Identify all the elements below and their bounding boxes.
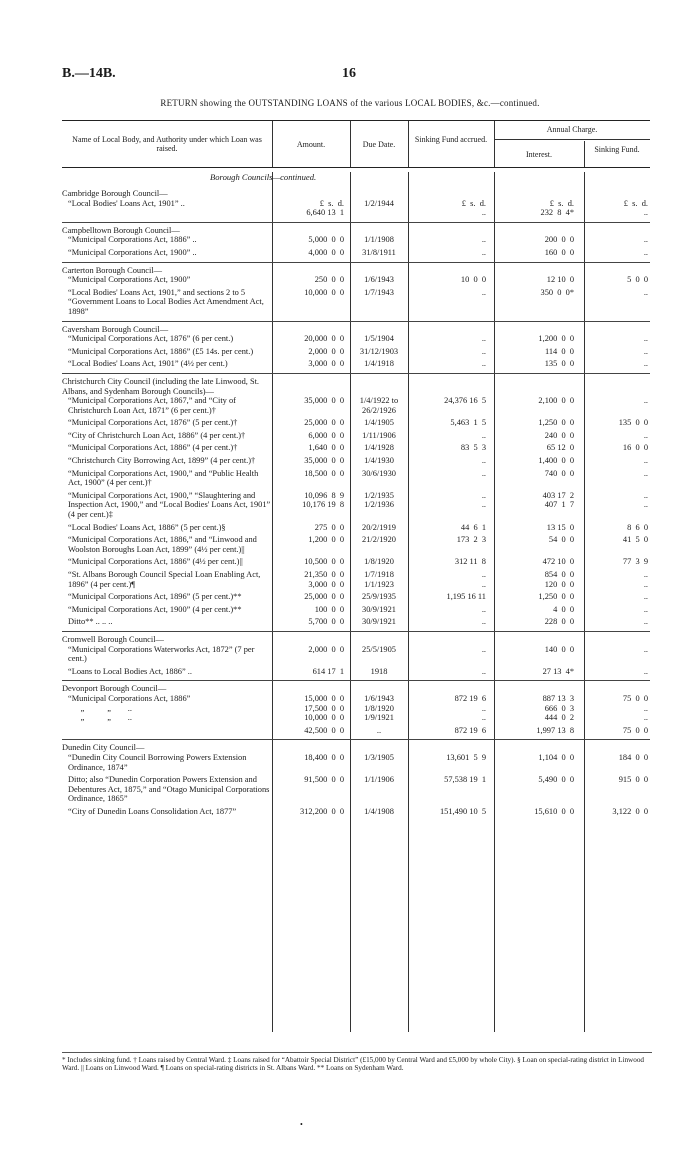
- loan-amount: 1,200 0 0: [308, 535, 344, 545]
- sinking-fund-accrued: ..: [481, 287, 486, 297]
- loan-amount: 18,400 0 0: [304, 752, 344, 762]
- annual-interest: 15,610 0 0: [534, 806, 574, 816]
- loan-authority: “City of Dunedin Loans Consolidation Act, 1877”: [68, 806, 237, 816]
- col-interest-header: Interest.: [526, 150, 552, 159]
- sinking-fund-accrued: ..: [481, 430, 486, 440]
- annual-interest: 1,250 0 0: [538, 418, 574, 428]
- loan-amount: 312,200 0 0: [300, 806, 344, 816]
- table-row: [62, 275, 650, 285]
- due-date: 30/6/1930: [362, 468, 396, 478]
- annual-sinking-fund: ..: [643, 644, 648, 654]
- due-date: 1/4/1905: [364, 418, 394, 428]
- annual-interest: 65 12 0: [546, 443, 574, 453]
- page-mark: •: [300, 1120, 303, 1129]
- local-body-name: Caversham Borough Council—: [62, 324, 169, 334]
- loan-amount: 15,000 0 0 17,500 0 0 10,000 0 0: [304, 693, 344, 723]
- annual-interest: 472 10 0: [542, 557, 574, 567]
- sinking-fund-accrued: 57,538 19 1: [444, 775, 486, 785]
- annual-sinking-fund: 915 0 0: [618, 775, 648, 785]
- loan-amount: 2,000 0 0: [308, 346, 344, 356]
- loan-amount: 3,000 0 0: [308, 359, 344, 369]
- table-row: [62, 753, 650, 772]
- due-date: 1/3/1905: [364, 752, 394, 762]
- due-date: 25/9/1935: [362, 592, 396, 602]
- loan-amount: £ s. d. 6,640 13 1: [306, 198, 344, 218]
- local-body-name: Christchurch City Council (including the late Linwood, St. Albans, and Sydenham Borough Councils)—: [62, 376, 260, 396]
- table-row: [62, 592, 650, 602]
- table-row: [62, 396, 650, 415]
- loan-amount: 614 17 1: [312, 666, 344, 676]
- due-date: 1/6/1943 1/8/1920 1/9/1921: [364, 693, 394, 723]
- annual-interest: 887 13 3 666 0 3 444 0 2: [542, 693, 574, 723]
- divider: [584, 141, 585, 167]
- col-amount-header: Amount.: [296, 140, 326, 149]
- sinking-fund-accrued: ..: [481, 666, 486, 676]
- loan-authority: Ditto; also “Dunedin Corporation Powers Extension and Debentures Act, 1875,” and “Otago Municipal Corporations Ordinance, 1865”: [68, 775, 272, 804]
- local-body-name: Dunedin City Council—: [62, 743, 145, 753]
- due-date: 1/4/1908: [364, 806, 394, 816]
- sinking-fund-accrued: £ s. d. ..: [461, 198, 486, 218]
- sinking-fund-accrued: ..: [481, 359, 486, 369]
- loan-authority: “Municipal Corporations Act, 1900,” and “Public Health Act, 1900” (4 per cent.)†: [68, 468, 260, 488]
- table-title: RETURN showing the OUTSTANDING LOANS of the various LOCAL BODIES, &c.—continued.: [160, 98, 540, 108]
- loan-authority: Ditto** .. .. ..: [68, 617, 113, 627]
- divider: [272, 121, 273, 167]
- loan-authority: “Municipal Corporations Act, 1886” (£5 14s. per cent.): [68, 346, 254, 356]
- sinking-fund-accrued: ..: [481, 617, 486, 627]
- page-number: 16: [342, 66, 356, 81]
- annual-sinking-fund: ..: [643, 334, 648, 344]
- sinking-fund-accrued: ..: [481, 247, 486, 257]
- annual-interest: 12 10 0: [546, 275, 574, 285]
- divider: [494, 139, 650, 140]
- annual-interest: 140 0 0: [544, 644, 574, 654]
- table-row: [62, 288, 650, 317]
- sinking-fund-accrued: 5,463 1 5: [450, 418, 486, 428]
- due-date: 1/2/1944: [364, 198, 394, 208]
- loan-authority: “St. Albans Borough Council Special Loan Enabling Act, 1896” (4 per cent.)¶: [68, 570, 263, 589]
- loan-amount: 21,350 0 0 3,000 0 0: [304, 570, 344, 589]
- loan-amount: 10,500 0 0: [304, 557, 344, 567]
- loan-amount: 5,000 0 0: [308, 235, 344, 245]
- sinking-fund-accrued: .. ..: [481, 570, 486, 589]
- loan-amount: 10,000 0 0: [304, 287, 344, 297]
- annual-sinking-fund: ..: [643, 346, 648, 356]
- sinking-fund-accrued: 312 11 8: [454, 557, 486, 567]
- loan-authority: “Municipal Corporations Act, 1900”: [68, 275, 191, 285]
- table-row: [62, 557, 650, 567]
- loan-authority: “Christchurch City Borrowing Act, 1899” (4 per cent.)†: [68, 456, 256, 466]
- due-date: 1/4/1930: [364, 456, 394, 466]
- table-row: [62, 570, 650, 589]
- annual-sinking-fund: £ s. d. ..: [623, 198, 648, 218]
- annual-interest: 4 0 0: [553, 604, 574, 614]
- col-due-header: Due Date.: [362, 140, 396, 149]
- annual-interest: 160 0 0: [544, 247, 574, 257]
- annual-interest: 740 0 0: [544, 468, 574, 478]
- local-body-name: Cromwell Borough Council—: [62, 634, 164, 644]
- annual-sinking-fund: ..: [643, 604, 648, 614]
- loan-authority: “City of Christchurch Loan Act, 1886” (4 per cent.)†: [68, 430, 246, 440]
- sinking-fund-accrued: ..: [481, 468, 486, 478]
- loan-authority: “Dunedin City Council Borrowing Powers Extension Ordinance, 1874”: [68, 752, 249, 772]
- sinking-fund-accrued: ..: [481, 604, 486, 614]
- annual-sinking-fund: ..: [643, 456, 648, 466]
- annual-interest: 54 0 0: [548, 535, 574, 545]
- local-body-group: [62, 632, 650, 681]
- table-row: [62, 491, 650, 520]
- annual-sinking-fund: 3,122 0 0: [612, 806, 648, 816]
- loan-authority: “Local Bodies' Loans Act, 1901” (4½ per cent.): [68, 359, 228, 369]
- col-annual-header: Annual Charge.: [546, 125, 598, 134]
- annual-interest: 2,100 0 0: [538, 396, 574, 406]
- table-row: [62, 775, 650, 804]
- table-row: [62, 645, 650, 664]
- loan-amount: 5,700 0 0: [308, 617, 344, 627]
- loan-authority: “Municipal Corporations Act, 1867,” and “City of Christchurch Loan Act, 1871” (6 per cent.)†: [68, 396, 239, 415]
- annual-sinking-fund: ..: [643, 396, 648, 406]
- due-date: 1/8/1920: [364, 557, 394, 567]
- due-date: 1/4/1922 to 26/2/1926: [359, 396, 399, 415]
- annual-interest: 114 0 0: [544, 346, 574, 356]
- annual-sinking-fund: ..: [643, 359, 648, 369]
- sinking-fund-accrued: ..: [481, 456, 486, 466]
- due-date: 20/2/1919: [362, 522, 396, 532]
- annual-interest: 1,200 0 0: [538, 334, 574, 344]
- sinking-fund-accrued: 872 19 6 .. ..: [454, 693, 486, 723]
- due-date: 1/5/1904: [364, 334, 394, 344]
- annual-interest: 200 0 0: [544, 235, 574, 245]
- annual-sinking-fund: ..: [643, 247, 648, 257]
- local-body-group: [62, 322, 650, 374]
- local-body-group: [62, 263, 650, 322]
- annual-sinking-fund: ..: [643, 430, 648, 440]
- table-row: [62, 235, 650, 245]
- loan-authority: “Municipal Corporations Act, 1886” ..: [68, 235, 197, 245]
- due-date: 1/1/1906: [364, 775, 394, 785]
- annual-interest: 1,400 0 0: [538, 456, 574, 466]
- due-date: 21/2/1920: [362, 535, 396, 545]
- loan-authority: “Municipal Corporations Waterworks Act, 1872” (7 per cent.): [68, 644, 257, 664]
- sinking-fund-accrued: 24,376 16 5: [444, 396, 486, 406]
- divider: [408, 121, 409, 167]
- loan-authority: “Municipal Corporations Act, 1896” (5 per cent.)**: [68, 592, 242, 602]
- annual-sinking-fund: .. ..: [643, 490, 648, 510]
- loan-amount: 250 0 0: [314, 275, 344, 285]
- loan-amount: 91,500 0 0: [304, 775, 344, 785]
- footnotes: * Includes sinking fund. † Loans raised by Central Ward. ‡ Loans raised for “Abattoir Special District” (£15,000 by Central Ward and £5,000 by whole City). § Loan on special-rating district in Linwood Ward. || Loans on Linwood Ward. ¶ Loans on special-rating districts in St. Albans Ward. ** Loans on Sydenham Ward.: [62, 1052, 652, 1073]
- annual-sinking-fund: 5 0 0: [627, 275, 648, 285]
- local-body-group: [62, 740, 650, 820]
- annual-sinking-fund: 135 0 0: [618, 418, 648, 428]
- local-body-group: [62, 186, 650, 223]
- loan-amount: 100 0 0: [314, 604, 344, 614]
- due-date: 1918: [370, 666, 388, 676]
- annual-sinking-fund: ..: [643, 235, 648, 245]
- annual-sinking-fund: ..: [643, 592, 648, 602]
- table-row: [62, 359, 650, 369]
- loan-amount: 42,500 0 0: [304, 725, 344, 735]
- table-row: [62, 347, 650, 357]
- table-row: [62, 535, 650, 554]
- sinking-fund-accrued: 44 6 1: [460, 522, 486, 532]
- table-row: [62, 418, 650, 428]
- due-date: 31/8/1911: [362, 247, 396, 257]
- local-body-name: Campbelltown Borough Council—: [62, 225, 180, 235]
- table-header: [62, 120, 650, 168]
- annual-sinking-fund: .. ..: [643, 570, 648, 589]
- annual-sinking-fund: ..: [643, 287, 648, 297]
- loan-amount: 275 0 0: [314, 522, 344, 532]
- loan-authority: “Local Bodies' Loans Act, 1901,” and sections 2 to 5 “Government Loans to Local Bodies Act Amendment Act, 1898”: [68, 287, 266, 316]
- local-body-group: [62, 681, 650, 740]
- loan-authority: “Municipal Corporations Act, 1886,” and “Linwood and Woolston Boroughs Loan Act, 1899” (4½ per cent.)||: [68, 535, 259, 554]
- annual-sinking-fund: 41 5 0: [622, 535, 648, 545]
- local-body-group: [62, 223, 650, 263]
- col-name-header: Name of Local Body, and Authority under which Loan was raised.: [72, 135, 262, 153]
- divider: [494, 121, 495, 167]
- annual-sinking-fund: 77 3 9: [622, 557, 648, 567]
- sinking-fund-accrued: 872 19 6: [454, 725, 486, 735]
- col-sinking-header: Sinking Fund accrued.: [414, 135, 488, 144]
- due-date: 1/7/1943: [364, 287, 394, 297]
- table-row: [62, 199, 650, 218]
- local-body-name: Carterton Borough Council—: [62, 265, 163, 275]
- loan-authority: “Municipal Corporations Act, 1886” (4 per cent.)†: [68, 443, 238, 453]
- loan-amount: 2,000 0 0: [308, 644, 344, 654]
- sinking-fund-accrued: ..: [481, 235, 486, 245]
- sinking-fund-accrued: 13,601 5 9: [446, 752, 486, 762]
- table-row: [62, 431, 650, 441]
- loan-authority: “Loans to Local Bodies Act, 1886” ..: [68, 666, 192, 676]
- divider: [350, 121, 351, 167]
- annual-interest: 228 0 0: [544, 617, 574, 627]
- loan-amount: 35,000 0 0: [304, 456, 344, 466]
- loan-authority: “Municipal Corporations Act, 1886” (4½ per cent.)||: [68, 557, 243, 567]
- due-date: 1/11/1906: [362, 430, 396, 440]
- table-row: [62, 469, 650, 488]
- sinking-fund-accrued: 151,490 10 5: [439, 806, 486, 816]
- table-row: [62, 694, 650, 723]
- loan-authority: “Municipal Corporations Act, 1900” ..: [68, 247, 197, 257]
- loan-authority: “Municipal Corporations Act, 1900,” “Slaughtering and Inspection Act, 1900,” and “Local Bodies' Loans Act, 1901” (4 per cent.)‡: [68, 490, 273, 520]
- annual-sinking-fund: ..: [643, 666, 648, 676]
- local-body-group: [62, 374, 650, 632]
- loan-amount: 35,000 0 0: [304, 396, 344, 406]
- table-row: [62, 617, 650, 627]
- local-body-name: Devonport Borough Council—: [62, 684, 167, 694]
- annual-interest: 854 0 0 120 0 0: [544, 570, 574, 589]
- loan-amount: 20,000 0 0: [304, 334, 344, 344]
- loan-authority: “Local Bodies' Loans Act, 1901” ..: [68, 198, 185, 208]
- annual-sinking-fund: ..: [643, 468, 648, 478]
- due-date: 1/4/1928: [364, 443, 394, 453]
- annual-interest: 350 0 0*: [540, 287, 574, 297]
- sinking-fund-accrued: 83 5 3: [460, 443, 486, 453]
- annual-interest: 240 0 0: [544, 430, 574, 440]
- loan-authority: “Municipal Corporations Act, 1876” (6 per cent.): [68, 334, 234, 344]
- annual-sinking-fund: 75 0 0: [622, 725, 648, 735]
- due-date: 25/5/1905: [362, 644, 396, 654]
- due-date: ..: [376, 725, 382, 735]
- loan-authority: “Municipal Corporations Act, 1876” (5 per cent.)†: [68, 418, 238, 428]
- annual-interest: 403 17 2 407 1 7: [542, 490, 574, 510]
- table-row: [62, 443, 650, 453]
- annual-sinking-fund: 184 0 0: [618, 752, 648, 762]
- loan-amount: 4,000 0 0: [308, 247, 344, 257]
- loan-authority: [62, 726, 272, 736]
- local-body-name: Cambridge Borough Council—: [62, 189, 168, 198]
- annual-interest: 1,104 0 0: [538, 752, 574, 762]
- annual-interest: 1,250 0 0: [538, 592, 574, 602]
- due-date: 1/7/1918 1/1/1923: [364, 570, 394, 589]
- annual-interest: 1,997 13 8: [536, 725, 574, 735]
- due-date: 1/2/1935 1/2/1936: [364, 490, 394, 510]
- col-sinkingfund-header: Sinking Fund.: [594, 145, 640, 154]
- loan-amount: 6,000 0 0: [308, 430, 344, 440]
- table-row: [62, 523, 650, 533]
- due-date: 1/4/1918: [364, 359, 394, 369]
- sinking-fund-accrued: 10 0 0: [460, 275, 486, 285]
- section-heading: Borough Councils—continued.: [210, 172, 317, 182]
- annual-interest: 135 0 0: [544, 359, 574, 369]
- sinking-fund-accrued: ..: [481, 334, 486, 344]
- table-row: [62, 667, 650, 677]
- document-reference: B.—14B.: [62, 66, 116, 81]
- table-row: [62, 807, 650, 817]
- loan-amount: 1,640 0 0: [308, 443, 344, 453]
- due-date: 30/9/1921: [362, 617, 396, 627]
- loan-authority: “Municipal Corporations Act, 1900” (4 per cent.)**: [68, 604, 242, 614]
- loan-amount: 25,000 0 0: [304, 418, 344, 428]
- loan-amount: 10,096 8 9 10,176 19 8: [302, 490, 344, 510]
- table-row: [62, 456, 650, 466]
- due-date: 30/9/1921: [362, 604, 396, 614]
- sinking-fund-accrued: ..: [481, 346, 486, 356]
- table-row: [62, 248, 650, 258]
- annual-sinking-fund: 8 6 0: [627, 522, 648, 532]
- table-row: [62, 726, 650, 736]
- annual-interest: 27 13 4*: [542, 666, 574, 676]
- loan-authority: “Municipal Corporations Act, 1886” „ „ .. „ „ ..: [68, 693, 191, 723]
- annual-sinking-fund: 75 0 0 .. ..: [622, 693, 648, 723]
- due-date: 1/6/1943: [364, 275, 394, 285]
- table-body: [62, 186, 650, 820]
- annual-interest: 5,490 0 0: [538, 775, 574, 785]
- loan-amount: 18,500 0 0: [304, 468, 344, 478]
- page-header: [62, 66, 652, 86]
- table-row: [62, 605, 650, 615]
- sinking-fund-accrued: ..: [481, 644, 486, 654]
- loan-amount: 25,000 0 0: [304, 592, 344, 602]
- sinking-fund-accrued: 1,195 16 11: [446, 592, 486, 602]
- sinking-fund-accrued: .. ..: [481, 490, 486, 510]
- annual-interest: 13 15 0: [546, 522, 574, 532]
- annual-interest: £ s. d. 232 8 4*: [540, 198, 574, 218]
- annual-sinking-fund: ..: [643, 617, 648, 627]
- due-date: 31/12/1903: [359, 346, 399, 356]
- sinking-fund-accrued: 173 2 3: [456, 535, 486, 545]
- due-date: 1/1/1908: [364, 235, 394, 245]
- annual-sinking-fund: 16 0 0: [622, 443, 648, 453]
- table-row: [62, 334, 650, 344]
- loan-authority: “Local Bodies' Loans Act, 1886” (5 per cent.)§: [68, 522, 226, 532]
